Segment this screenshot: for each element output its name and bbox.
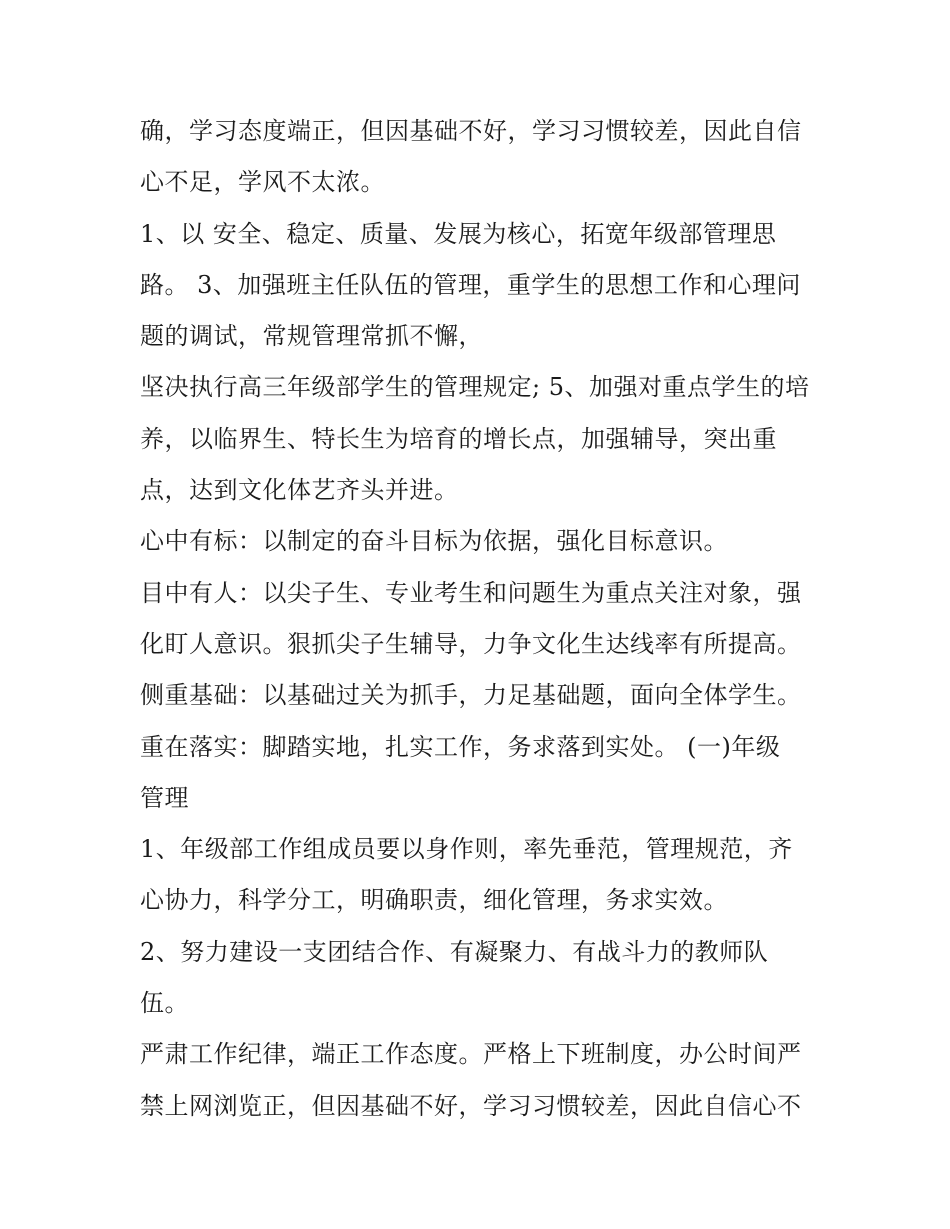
text-line: 禁上网浏览正，但因基础不好，学习习惯较差，因此自信心不: [140, 1091, 802, 1120]
text-line: 点，达到文化体艺齐头并进。: [140, 476, 459, 505]
text-line: 心协力，科学分工，明确职责，细化管理，务求实效。: [140, 886, 728, 915]
text-line: 养，以临界生、特长生为培育的增长点，加强辅导，突出重: [140, 424, 777, 453]
text-line: 重在落实：脚踏实地，扎实工作，务求落到实处。 (一)年级: [140, 732, 781, 761]
text-line: 坚决执行高三年级部学生的管理规定; 5、加强对重点学生的培: [140, 373, 810, 402]
text-line: 确，学习态度端正，但因基础不好，学习习惯较差，因此自信: [140, 117, 802, 145]
text-line: 2、努力建设一支团结合作、有凝聚力、有战斗力的教师队: [140, 937, 769, 966]
text-line: 题的调试，常规管理常抓不懈，: [140, 322, 483, 351]
document-body: [140, 106, 820, 1132]
text-line: 心不足，学风不太浓。: [140, 168, 385, 197]
text-line: 1、以 安全、稳定、质量、发展为核心，拓宽年级部管理思: [140, 219, 777, 248]
text-line: 化盯人意识。狠抓尖子生辅导，力争文化生达线率有所提高。: [140, 629, 802, 658]
text-line: 1、年级部工作组成员要以身作则，率先垂范，管理规范，齐: [140, 835, 793, 864]
text-line: 侧重基础：以基础过关为抓手，力足基础题，面向全体学生。: [140, 681, 802, 710]
text-line: 严肃工作纪律，端正工作态度。严格上下班制度，办公时间严: [140, 1040, 802, 1069]
text-line: 目中有人：以尖子生、专业考生和问题生为重点关注对象，强: [140, 578, 802, 607]
text-line: 管理: [140, 783, 189, 812]
text-line: 路。 3、加强班主任队伍的管理，重学生的思想工作和心理问: [140, 270, 801, 299]
text-line: 心中有标：以制定的奋斗目标为依据，强化目标意识。: [140, 527, 728, 556]
text-line: 伍。: [140, 989, 189, 1018]
